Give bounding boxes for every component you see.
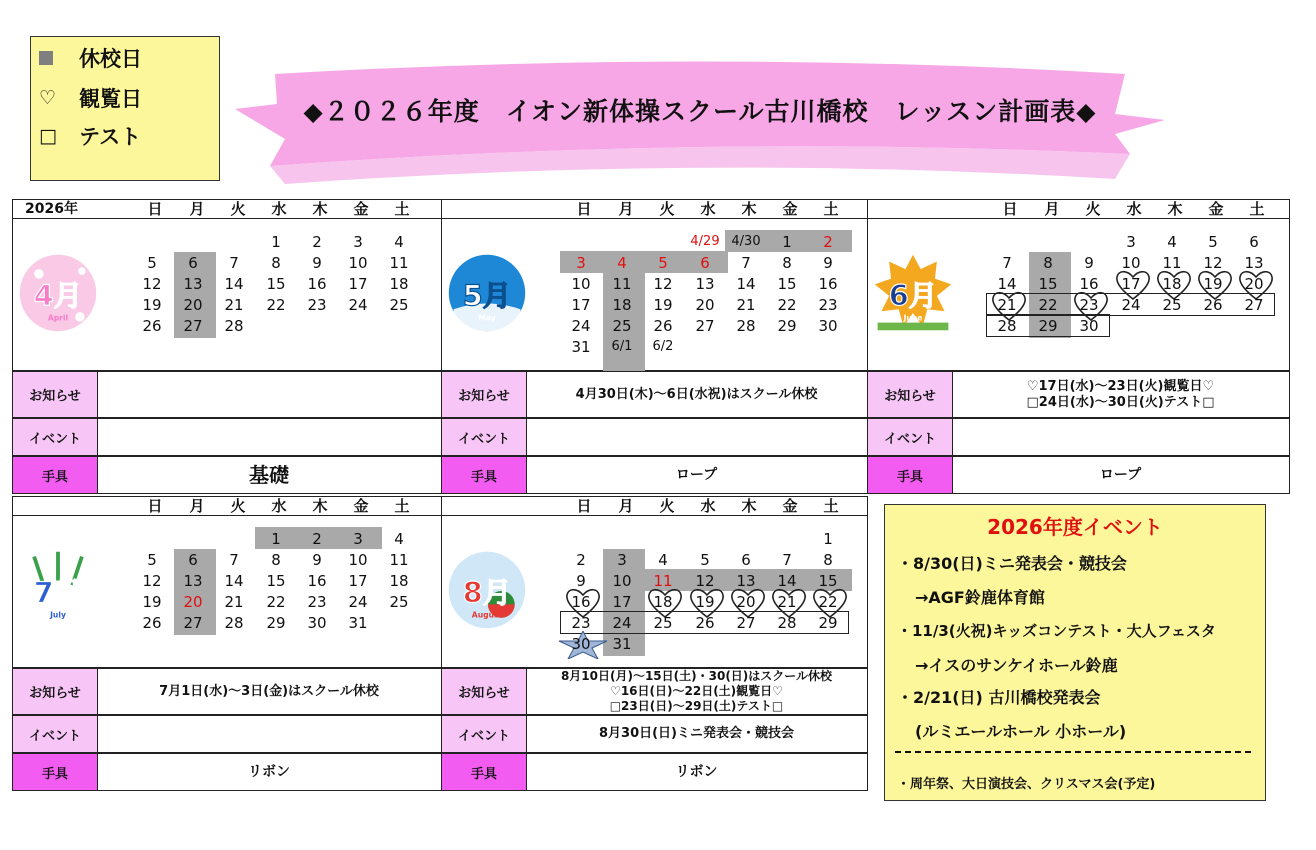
weekday-label: 金 <box>782 497 798 515</box>
info-label: イベント <box>442 419 527 455</box>
day-cell: 21 <box>997 296 1017 314</box>
month-june <box>867 199 1290 371</box>
day-cell: 21 <box>224 593 244 611</box>
day-cell: 2 <box>312 530 322 548</box>
notice-line: □24日(水)～30日(火)テスト□ <box>1026 394 1215 410</box>
day-cell: 25 <box>653 614 673 632</box>
gray-square-icon <box>39 51 53 65</box>
day-cell: 16 <box>818 275 838 293</box>
day-cell: 2 <box>312 233 322 251</box>
month-badge-icon <box>444 547 530 633</box>
day-cell: 28 <box>997 317 1017 335</box>
day-cell: 22 <box>266 593 286 611</box>
page-title: ◆２０２６年度 イオン新体操スクール古川橋校 レッスン計画表◆ <box>303 97 1097 126</box>
notice-line: □23日(日)～29日(土)テスト□ <box>609 699 784 713</box>
info-value <box>97 372 441 417</box>
info-value: ロープ <box>1099 467 1142 483</box>
day-cell: 24 <box>612 614 632 632</box>
day-cell: 10 <box>571 275 591 293</box>
info-row-event <box>12 715 442 753</box>
weekday-label: 土 <box>394 200 410 218</box>
day-cell: 13 <box>736 572 756 590</box>
day-cell: 19 <box>142 593 162 611</box>
day-cell: 20 <box>1244 275 1264 293</box>
weekday-label: 木 <box>1167 200 1183 218</box>
day-cell: 10 <box>348 551 368 569</box>
day-cell: 8 <box>271 551 281 569</box>
day-cell: 7 <box>741 254 751 272</box>
weekday-label: 日 <box>147 200 163 218</box>
info-value: 基礎 <box>249 463 289 487</box>
month-badge-icon <box>15 250 101 336</box>
month-badge-label: 5月 <box>462 278 512 313</box>
weekday-label: 土 <box>394 497 410 515</box>
day-cell: 26 <box>142 317 162 335</box>
day-cell: 7 <box>229 254 239 272</box>
notice-line: ♡16日(日)～22日(土)観覧日♡ <box>610 684 783 698</box>
info-row-event <box>441 418 868 456</box>
notice-line: ♡17日(水)～23日(火)観覧日♡ <box>1026 378 1215 394</box>
day-cell: 8 <box>782 254 792 272</box>
day-cell: 3 <box>353 233 363 251</box>
notice-line: 4月30日(木)～6日(水祝)はスクール休校 <box>575 386 818 402</box>
day-cell: 11 <box>612 275 632 293</box>
day-cell: 3 <box>1126 233 1136 251</box>
weekday-label: 土 <box>823 497 839 515</box>
day-cell: 4 <box>1167 233 1177 251</box>
day-cell: 30 <box>818 317 838 335</box>
day-cell: 25 <box>1162 296 1182 314</box>
day-cell: 23 <box>1079 296 1099 314</box>
info-value <box>526 372 867 417</box>
day-cell: 9 <box>823 254 833 272</box>
day-cell: 5 <box>147 254 157 272</box>
info-row-event <box>867 418 1290 456</box>
info-row-notice <box>441 668 868 715</box>
day-cell: 28 <box>224 614 244 632</box>
day-cell: 14 <box>997 275 1017 293</box>
day-cell: 22 <box>777 296 797 314</box>
day-cell: 4 <box>617 254 627 272</box>
legend-viewing <box>39 81 142 115</box>
weekday-label: 月 <box>618 497 634 515</box>
day-cell: 28 <box>736 317 756 335</box>
month-badge-label: 4月 <box>33 278 83 313</box>
day-cell: 27 <box>183 614 203 632</box>
info-label: 手具 <box>442 754 527 790</box>
day-cell: 5 <box>658 254 668 272</box>
day-cell: 9 <box>576 572 586 590</box>
day-cell: 19 <box>142 296 162 314</box>
event-line: ・周年祭、大日演技会、クリスマス会(予定) <box>897 777 1156 792</box>
day-cell: 16 <box>307 275 327 293</box>
day-cell: 18 <box>389 572 409 590</box>
weekday-label: 月 <box>618 200 634 218</box>
day-cell: 24 <box>348 296 368 314</box>
weekday-header <box>442 497 867 516</box>
weekday-label: 日 <box>1002 200 1018 218</box>
day-cell: 21 <box>777 593 797 611</box>
day-cell: 1 <box>271 233 281 251</box>
weekday-label: 金 <box>353 497 369 515</box>
day-cell: 1 <box>271 530 281 548</box>
day-cell: 11 <box>389 551 409 569</box>
weekday-label: 土 <box>1249 200 1265 218</box>
day-cell: 4 <box>394 530 404 548</box>
month-badge-sub: July <box>50 610 66 620</box>
day-cell: 17 <box>348 572 368 590</box>
info-label: お知らせ <box>442 669 527 714</box>
info-value: ロープ <box>675 467 718 483</box>
weekday-label: 火 <box>230 497 246 515</box>
weekday-label: 日 <box>576 497 592 515</box>
day-cell: 8 <box>823 551 833 569</box>
notice-line: 7月1日(水)～3日(金)はスクール休校 <box>159 683 379 699</box>
day-cell: 6 <box>188 254 198 272</box>
weekday-label: 木 <box>741 200 757 218</box>
day-cell: 6/2 <box>652 339 674 354</box>
day-cell: 28 <box>777 614 797 632</box>
weekday-label: 月 <box>189 497 205 515</box>
info-value <box>952 372 1289 417</box>
weekday-label: 水 <box>1126 200 1142 218</box>
day-cell: 24 <box>348 593 368 611</box>
weekday-label: 水 <box>271 497 287 515</box>
day-cell: 26 <box>653 317 673 335</box>
day-cell: 2 <box>576 551 586 569</box>
day-cell: 13 <box>183 572 203 590</box>
day-cell: 18 <box>1162 275 1182 293</box>
legend-closed <box>39 41 142 75</box>
event-line: ・8/30(日)ミニ発表会・競技会 <box>897 554 1127 573</box>
day-cell: 25 <box>389 296 409 314</box>
event-line: →AGF鈴鹿体育館 <box>915 588 1045 607</box>
day-cell: 27 <box>183 317 203 335</box>
info-row-tool <box>441 753 868 791</box>
notice-line: 8月10日(月)～15日(土)・30(日)はスクール休校 <box>560 669 833 683</box>
day-cell: 5 <box>1208 233 1218 251</box>
weekday-label: 火 <box>659 497 675 515</box>
info-row-notice <box>441 371 868 418</box>
month-april <box>12 199 442 371</box>
day-cell: 5 <box>147 551 157 569</box>
day-cell: 17 <box>571 296 591 314</box>
day-cell: 16 <box>307 572 327 590</box>
day-cell: 4 <box>394 233 404 251</box>
day-cell: 19 <box>1203 275 1223 293</box>
info-row-event <box>12 418 442 456</box>
info-value <box>97 669 441 714</box>
day-cell: 7 <box>229 551 239 569</box>
month-badge-icon <box>444 250 530 336</box>
weekday-header <box>13 497 441 516</box>
day-cell: 25 <box>389 593 409 611</box>
weekday-label: 金 <box>353 200 369 218</box>
info-label: お知らせ <box>442 372 527 417</box>
day-cell: 5 <box>700 551 710 569</box>
day-cell: 20 <box>695 296 715 314</box>
day-cell: 31 <box>348 614 368 632</box>
info-label: イベント <box>13 419 98 455</box>
day-cell: 12 <box>695 572 715 590</box>
day-cell: 6 <box>1249 233 1259 251</box>
day-cell: 17 <box>1121 275 1141 293</box>
day-cell: 17 <box>348 275 368 293</box>
weekday-label: 火 <box>230 200 246 218</box>
day-cell: 29 <box>777 317 797 335</box>
month-badge-icon <box>870 250 956 336</box>
legend-label: 観覧日 <box>79 87 142 111</box>
month-july <box>12 496 442 668</box>
month-badge-label: 8月 <box>462 575 512 610</box>
info-value <box>526 669 867 714</box>
day-cell: 1 <box>823 530 833 548</box>
weekday-label: 水 <box>700 200 716 218</box>
day-cell: 1 <box>782 233 792 251</box>
day-cell: 20 <box>183 296 203 314</box>
day-cell: 12 <box>1203 254 1223 272</box>
weekday-label: 火 <box>659 200 675 218</box>
day-cell: 15 <box>266 572 286 590</box>
day-cell: 8 <box>1043 254 1053 272</box>
day-cell: 12 <box>653 275 673 293</box>
day-cell: 10 <box>612 572 632 590</box>
day-cell: 31 <box>571 338 591 356</box>
day-cell: 3 <box>617 551 627 569</box>
legend-box <box>30 36 220 181</box>
weekday-label: 水 <box>700 497 716 515</box>
day-cell: 13 <box>695 275 715 293</box>
day-cell: 13 <box>183 275 203 293</box>
day-cell: 23 <box>571 614 591 632</box>
info-label: お知らせ <box>868 372 953 417</box>
day-cell: 4/29 <box>690 234 720 249</box>
info-label: 手具 <box>442 457 527 493</box>
month-badge-label: 6月 <box>888 278 938 313</box>
day-cell: 22 <box>818 593 838 611</box>
weekday-label: 金 <box>782 200 798 218</box>
white-square-icon: □ <box>39 125 57 147</box>
day-cell: 9 <box>312 551 322 569</box>
day-cell: 18 <box>389 275 409 293</box>
day-cell: 6 <box>188 551 198 569</box>
info-value <box>952 419 1289 455</box>
day-cell: 24 <box>571 317 591 335</box>
day-cell: 3 <box>353 530 363 548</box>
day-cell: 13 <box>1244 254 1264 272</box>
weekday-label: 金 <box>1208 200 1224 218</box>
day-cell: 15 <box>818 572 838 590</box>
info-value <box>526 419 867 455</box>
day-cell: 9 <box>1084 254 1094 272</box>
day-cell: 11 <box>389 254 409 272</box>
day-cell: 15 <box>266 275 286 293</box>
info-label: 手具 <box>868 457 953 493</box>
event-line: ・2/21(日) 古川橋校発表会 <box>897 688 1101 707</box>
info-value: 8月30日(日)ミニ発表会・競技会 <box>598 726 795 741</box>
day-cell: 30 <box>307 614 327 632</box>
day-cell: 10 <box>348 254 368 272</box>
month-may <box>441 199 868 371</box>
info-label: イベント <box>13 716 98 752</box>
event-line: (ルミエールホール 小ホール) <box>915 722 1127 741</box>
day-cell: 22 <box>266 296 286 314</box>
info-row-notice <box>867 371 1290 418</box>
info-row-notice <box>12 371 442 418</box>
day-cell: 29 <box>266 614 286 632</box>
day-cell: 20 <box>183 593 203 611</box>
day-cell: 30 <box>571 635 591 653</box>
day-cell: 12 <box>142 572 162 590</box>
info-label: イベント <box>868 419 953 455</box>
weekday-label: 月 <box>189 200 205 218</box>
day-cell: 4 <box>658 551 668 569</box>
day-cell: 10 <box>1121 254 1141 272</box>
day-cell: 16 <box>571 593 591 611</box>
weekday-label: 水 <box>271 200 287 218</box>
day-cell: 14 <box>224 275 244 293</box>
weekday-label: 月 <box>1044 200 1060 218</box>
info-label: イベント <box>442 716 527 752</box>
day-cell: 16 <box>1079 275 1099 293</box>
day-cell: 2 <box>823 233 833 251</box>
weekday-label: 木 <box>312 200 328 218</box>
day-cell: 11 <box>653 572 673 590</box>
day-cell: 8 <box>271 254 281 272</box>
day-cell: 4/30 <box>731 234 761 249</box>
year-label: 2026年 <box>25 201 78 217</box>
month-badge-sub: June <box>903 313 923 323</box>
day-cell: 29 <box>1038 317 1058 335</box>
day-cell: 19 <box>653 296 673 314</box>
day-cell: 23 <box>307 296 327 314</box>
day-cell: 21 <box>736 296 756 314</box>
day-cell: 28 <box>224 317 244 335</box>
info-label: 手具 <box>13 754 98 790</box>
month-badge-sub: April <box>47 313 69 323</box>
legend-test <box>39 119 141 153</box>
weekday-label: 木 <box>741 497 757 515</box>
weekday-label: 日 <box>576 200 592 218</box>
day-cell: 18 <box>612 296 632 314</box>
day-cell: 30 <box>1079 317 1099 335</box>
day-cell: 15 <box>1038 275 1058 293</box>
weekday-header <box>13 200 441 219</box>
day-cell: 17 <box>612 593 632 611</box>
events-title: 2026年度イベント <box>987 515 1163 539</box>
day-cell: 27 <box>736 614 756 632</box>
info-label: お知らせ <box>13 669 98 714</box>
day-cell: 23 <box>307 593 327 611</box>
day-cell: 26 <box>695 614 715 632</box>
month-badge-label: 7月 <box>33 575 83 610</box>
day-cell: 14 <box>777 572 797 590</box>
day-cell: 27 <box>695 317 715 335</box>
month-badge-sub: May <box>478 313 496 323</box>
day-cell: 20 <box>736 593 756 611</box>
weekday-label: 土 <box>823 200 839 218</box>
day-cell: 3 <box>576 254 586 272</box>
event-line: ・11/3(火祝)キッズコンテスト・大人フェスタ <box>897 622 1216 640</box>
info-value <box>97 419 441 455</box>
day-cell: 7 <box>1002 254 1012 272</box>
day-cell: 26 <box>142 614 162 632</box>
day-cell: 6 <box>700 254 710 272</box>
weekday-header <box>868 200 1289 219</box>
day-cell: 24 <box>1121 296 1141 314</box>
day-cell: 12 <box>142 275 162 293</box>
day-cell: 27 <box>1244 296 1264 314</box>
day-cell: 9 <box>312 254 322 272</box>
weekday-label: 日 <box>147 497 163 515</box>
weekday-label: 火 <box>1085 200 1101 218</box>
events-box <box>884 504 1266 801</box>
day-cell: 19 <box>695 593 715 611</box>
info-row-event <box>441 715 868 753</box>
day-cell: 14 <box>736 275 756 293</box>
day-cell: 6 <box>741 551 751 569</box>
info-row-tool <box>12 456 442 494</box>
day-cell: 22 <box>1038 296 1058 314</box>
weekday-header <box>442 200 867 219</box>
day-cell: 14 <box>224 572 244 590</box>
day-cell: 11 <box>1162 254 1182 272</box>
info-value: リボン <box>675 764 718 780</box>
day-cell: 31 <box>612 635 632 653</box>
day-cell: 23 <box>818 296 838 314</box>
day-cell: 26 <box>1203 296 1223 314</box>
month-badge-sub: August <box>471 610 503 620</box>
info-value: リボン <box>248 764 290 780</box>
info-label: お知らせ <box>13 372 98 417</box>
event-line: →イスのサンケイホール鈴鹿 <box>915 656 1118 675</box>
info-value <box>97 716 441 752</box>
day-cell: 18 <box>653 593 673 611</box>
info-row-tool <box>441 456 868 494</box>
day-cell: 21 <box>224 296 244 314</box>
day-cell: 6/1 <box>611 339 633 354</box>
weekday-label: 木 <box>312 497 328 515</box>
day-cell: 25 <box>612 317 632 335</box>
legend-label: テスト <box>79 125 142 149</box>
day-cell: 29 <box>818 614 838 632</box>
month-august <box>441 496 868 668</box>
heart-outline-icon: ♡ <box>39 87 57 109</box>
info-row-tool <box>867 456 1290 494</box>
info-row-notice <box>12 668 442 715</box>
day-cell: 15 <box>777 275 797 293</box>
day-cell: 7 <box>782 551 792 569</box>
info-row-tool <box>12 753 442 791</box>
info-label: 手具 <box>13 457 98 493</box>
month-badge-icon <box>15 547 101 633</box>
dashed-divider <box>895 751 1251 753</box>
legend-label: 休校日 <box>79 47 142 71</box>
